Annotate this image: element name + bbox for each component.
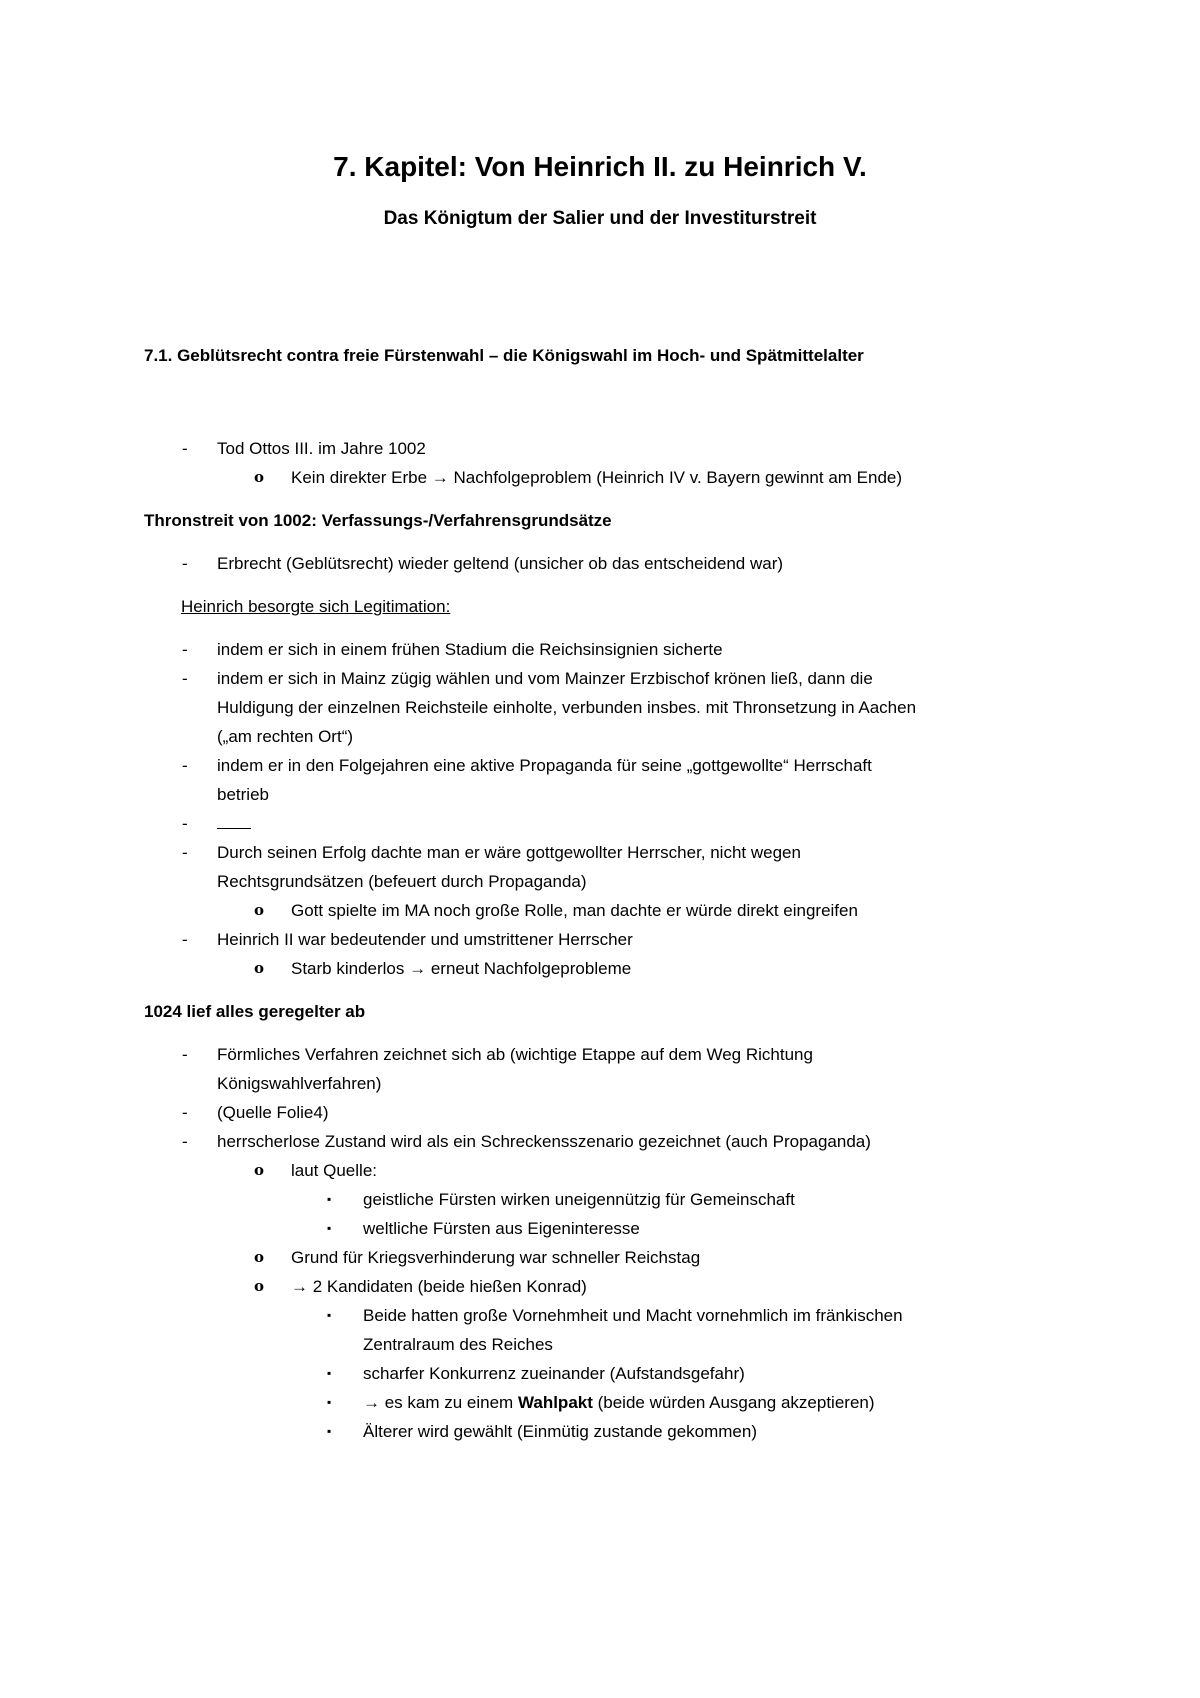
list-item-text: („am rechten Ort“) xyxy=(217,727,354,746)
list-item-text: → 2 Kandidaten (beide hießen Konrad) xyxy=(291,1277,587,1296)
list-item xyxy=(144,809,1064,838)
list-item xyxy=(144,1156,1064,1185)
list-item-text: indem er sich in einem frühen Stadium die Reichsinsignien sicherte xyxy=(217,640,723,659)
dash-bullet: - xyxy=(182,1103,188,1122)
list-item-text: Grund für Kriegsverhinderung war schneller Reichstag xyxy=(291,1248,701,1267)
list-item-text: Förmliches Verfahren zeichnet sich ab (wichtige Etappe auf dem Weg Richtung xyxy=(217,1045,813,1064)
list-item-text: Heinrich II war bedeutender und umstrittener Herrscher xyxy=(217,930,633,949)
dash-bullet: - xyxy=(182,814,188,833)
list-item-text: geistliche Fürsten wirken uneigennützig für Gemeinschaft xyxy=(363,1190,795,1209)
circle-bullet: o xyxy=(254,959,265,977)
list-item-text: Durch seinen Erfolg dachte man er wäre gottgewollter Herrscher, nicht wegen xyxy=(217,843,801,862)
list-item-text: indem er sich in Mainz zügig wählen und vom Mainzer Erzbischof krönen ließ, dann die xyxy=(217,669,873,688)
list-item xyxy=(144,925,1064,954)
list-item xyxy=(144,838,1064,867)
paragraph-heading: 1024 lief alles geregelter ab xyxy=(144,1002,366,1021)
dash-bullet: - xyxy=(182,1132,188,1151)
list-item-continuation xyxy=(144,722,1064,751)
list-item-continuation xyxy=(144,867,1064,896)
square-bullet: ▪ xyxy=(327,1308,332,1322)
list-item xyxy=(144,1185,1064,1214)
list-item-text: Zentralraum des Reiches xyxy=(363,1335,553,1354)
list-item-text: betrieb xyxy=(217,785,269,804)
list-item xyxy=(144,1127,1064,1156)
square-bullet: ▪ xyxy=(327,1366,332,1380)
list-item-text: Huldigung der einzelnen Reichsteile einholte, verbunden insbes. mit Thronsetzung in Aachen xyxy=(217,698,917,717)
chapter-title: 7. Kapitel: Von Heinrich II. zu Heinrich V. xyxy=(333,151,867,182)
list-item xyxy=(144,1388,1064,1417)
list-item-text: laut Quelle: xyxy=(291,1161,377,1180)
list-item xyxy=(144,635,1064,664)
list-item xyxy=(144,434,1064,463)
list-item-text: indem er in den Folgejahren eine aktive Propaganda für seine „gottgewollte“ Herrschaft xyxy=(217,756,872,775)
list-item-text: Älterer wird gewählt (Einmütig zustande gekommen) xyxy=(363,1422,758,1441)
circle-bullet: o xyxy=(254,1248,265,1266)
chapter-subtitle: Das Königtum der Salier und der Investiturstreit xyxy=(383,208,817,229)
square-bullet: ▪ xyxy=(327,1192,332,1206)
dash-bullet: - xyxy=(182,669,188,688)
list-item-text-post: (beide würden Ausgang akzeptieren) xyxy=(592,1393,875,1412)
underlined-heading: Heinrich besorgte sich Legitimation: xyxy=(181,597,451,616)
list-item-text: (Quelle Folie4) xyxy=(217,1103,329,1122)
dash-bullet: - xyxy=(182,930,188,949)
dash-bullet: - xyxy=(182,843,188,862)
list-item xyxy=(144,1040,1064,1069)
list-item xyxy=(144,896,1064,925)
square-bullet: ▪ xyxy=(327,1395,332,1409)
dash-bullet: - xyxy=(182,439,188,458)
document-body xyxy=(144,434,1064,1446)
list-item xyxy=(144,549,1064,578)
circle-bullet: o xyxy=(254,901,265,919)
list-item-continuation xyxy=(144,1330,1064,1359)
list-item-text: herrscherlose Zustand wird als ein Schreckensszenario gezeichnet (auch Propaganda) xyxy=(217,1132,871,1151)
list-item xyxy=(144,1243,1064,1272)
list-item-text: Erbrecht (Geblütsrecht) wieder geltend (unsicher ob das entscheidend war) xyxy=(217,554,784,573)
list-item-text: Kein direkter Erbe → Nachfolgeproblem (Heinrich IV v. Bayern gewinnt am Ende) xyxy=(291,468,903,487)
circle-bullet: o xyxy=(254,1277,265,1295)
square-bullet: ▪ xyxy=(327,1221,332,1235)
list-item-continuation xyxy=(144,1069,1064,1098)
list-item xyxy=(144,1359,1064,1388)
list-item-text: Gott spielte im MA noch große Rolle, man dachte er würde direkt eingreifen xyxy=(291,901,858,920)
paragraph-heading: Thronstreit von 1002: Verfassungs-/Verfahrensgrundsätze xyxy=(144,511,612,530)
dash-bullet: - xyxy=(182,1045,188,1064)
list-item xyxy=(144,1098,1064,1127)
dash-bullet: - xyxy=(182,640,188,659)
list-item-text: Tod Ottos III. im Jahre 1002 xyxy=(217,439,426,458)
circle-bullet: o xyxy=(254,1161,265,1179)
list-item xyxy=(144,1417,1064,1446)
list-item-continuation xyxy=(144,693,1064,722)
list-item-text-pre: → es kam zu einem xyxy=(363,1393,518,1412)
list-item xyxy=(144,1272,1064,1301)
list-item-text: scharfer Konkurrenz zueinander (Aufstandsgefahr) xyxy=(363,1364,745,1383)
list-item-text: weltliche Fürsten aus Eigeninteresse xyxy=(363,1219,640,1238)
list-item-text: Königswahlverfahren) xyxy=(217,1074,382,1093)
list-item-text: Beide hatten große Vornehmheit und Macht vornehmlich im fränkischen xyxy=(363,1306,903,1325)
list-item-text: Rechtsgrundsätzen (befeuert durch Propaganda) xyxy=(217,872,587,891)
circle-bullet: o xyxy=(254,468,265,486)
list-item-text: Starb kinderlos → erneut Nachfolgeprobleme xyxy=(291,959,632,978)
dash-bullet: - xyxy=(182,554,188,573)
square-bullet: ▪ xyxy=(327,1424,332,1438)
list-item-continuation xyxy=(144,780,1064,809)
list-item xyxy=(144,954,1064,983)
list-item xyxy=(144,1301,1064,1330)
section-heading: 7.1. Geblütsrecht contra freie Fürstenwahl – die Königswahl im Hoch- und Spätmittelalter xyxy=(144,346,864,365)
list-item xyxy=(144,664,1064,693)
list-item-text-bold: Wahlpakt xyxy=(517,1393,593,1412)
list-item xyxy=(144,1214,1064,1243)
list-item xyxy=(144,463,1064,492)
blank-underline xyxy=(217,810,251,829)
list-item xyxy=(144,751,1064,780)
dash-bullet: - xyxy=(182,756,188,775)
